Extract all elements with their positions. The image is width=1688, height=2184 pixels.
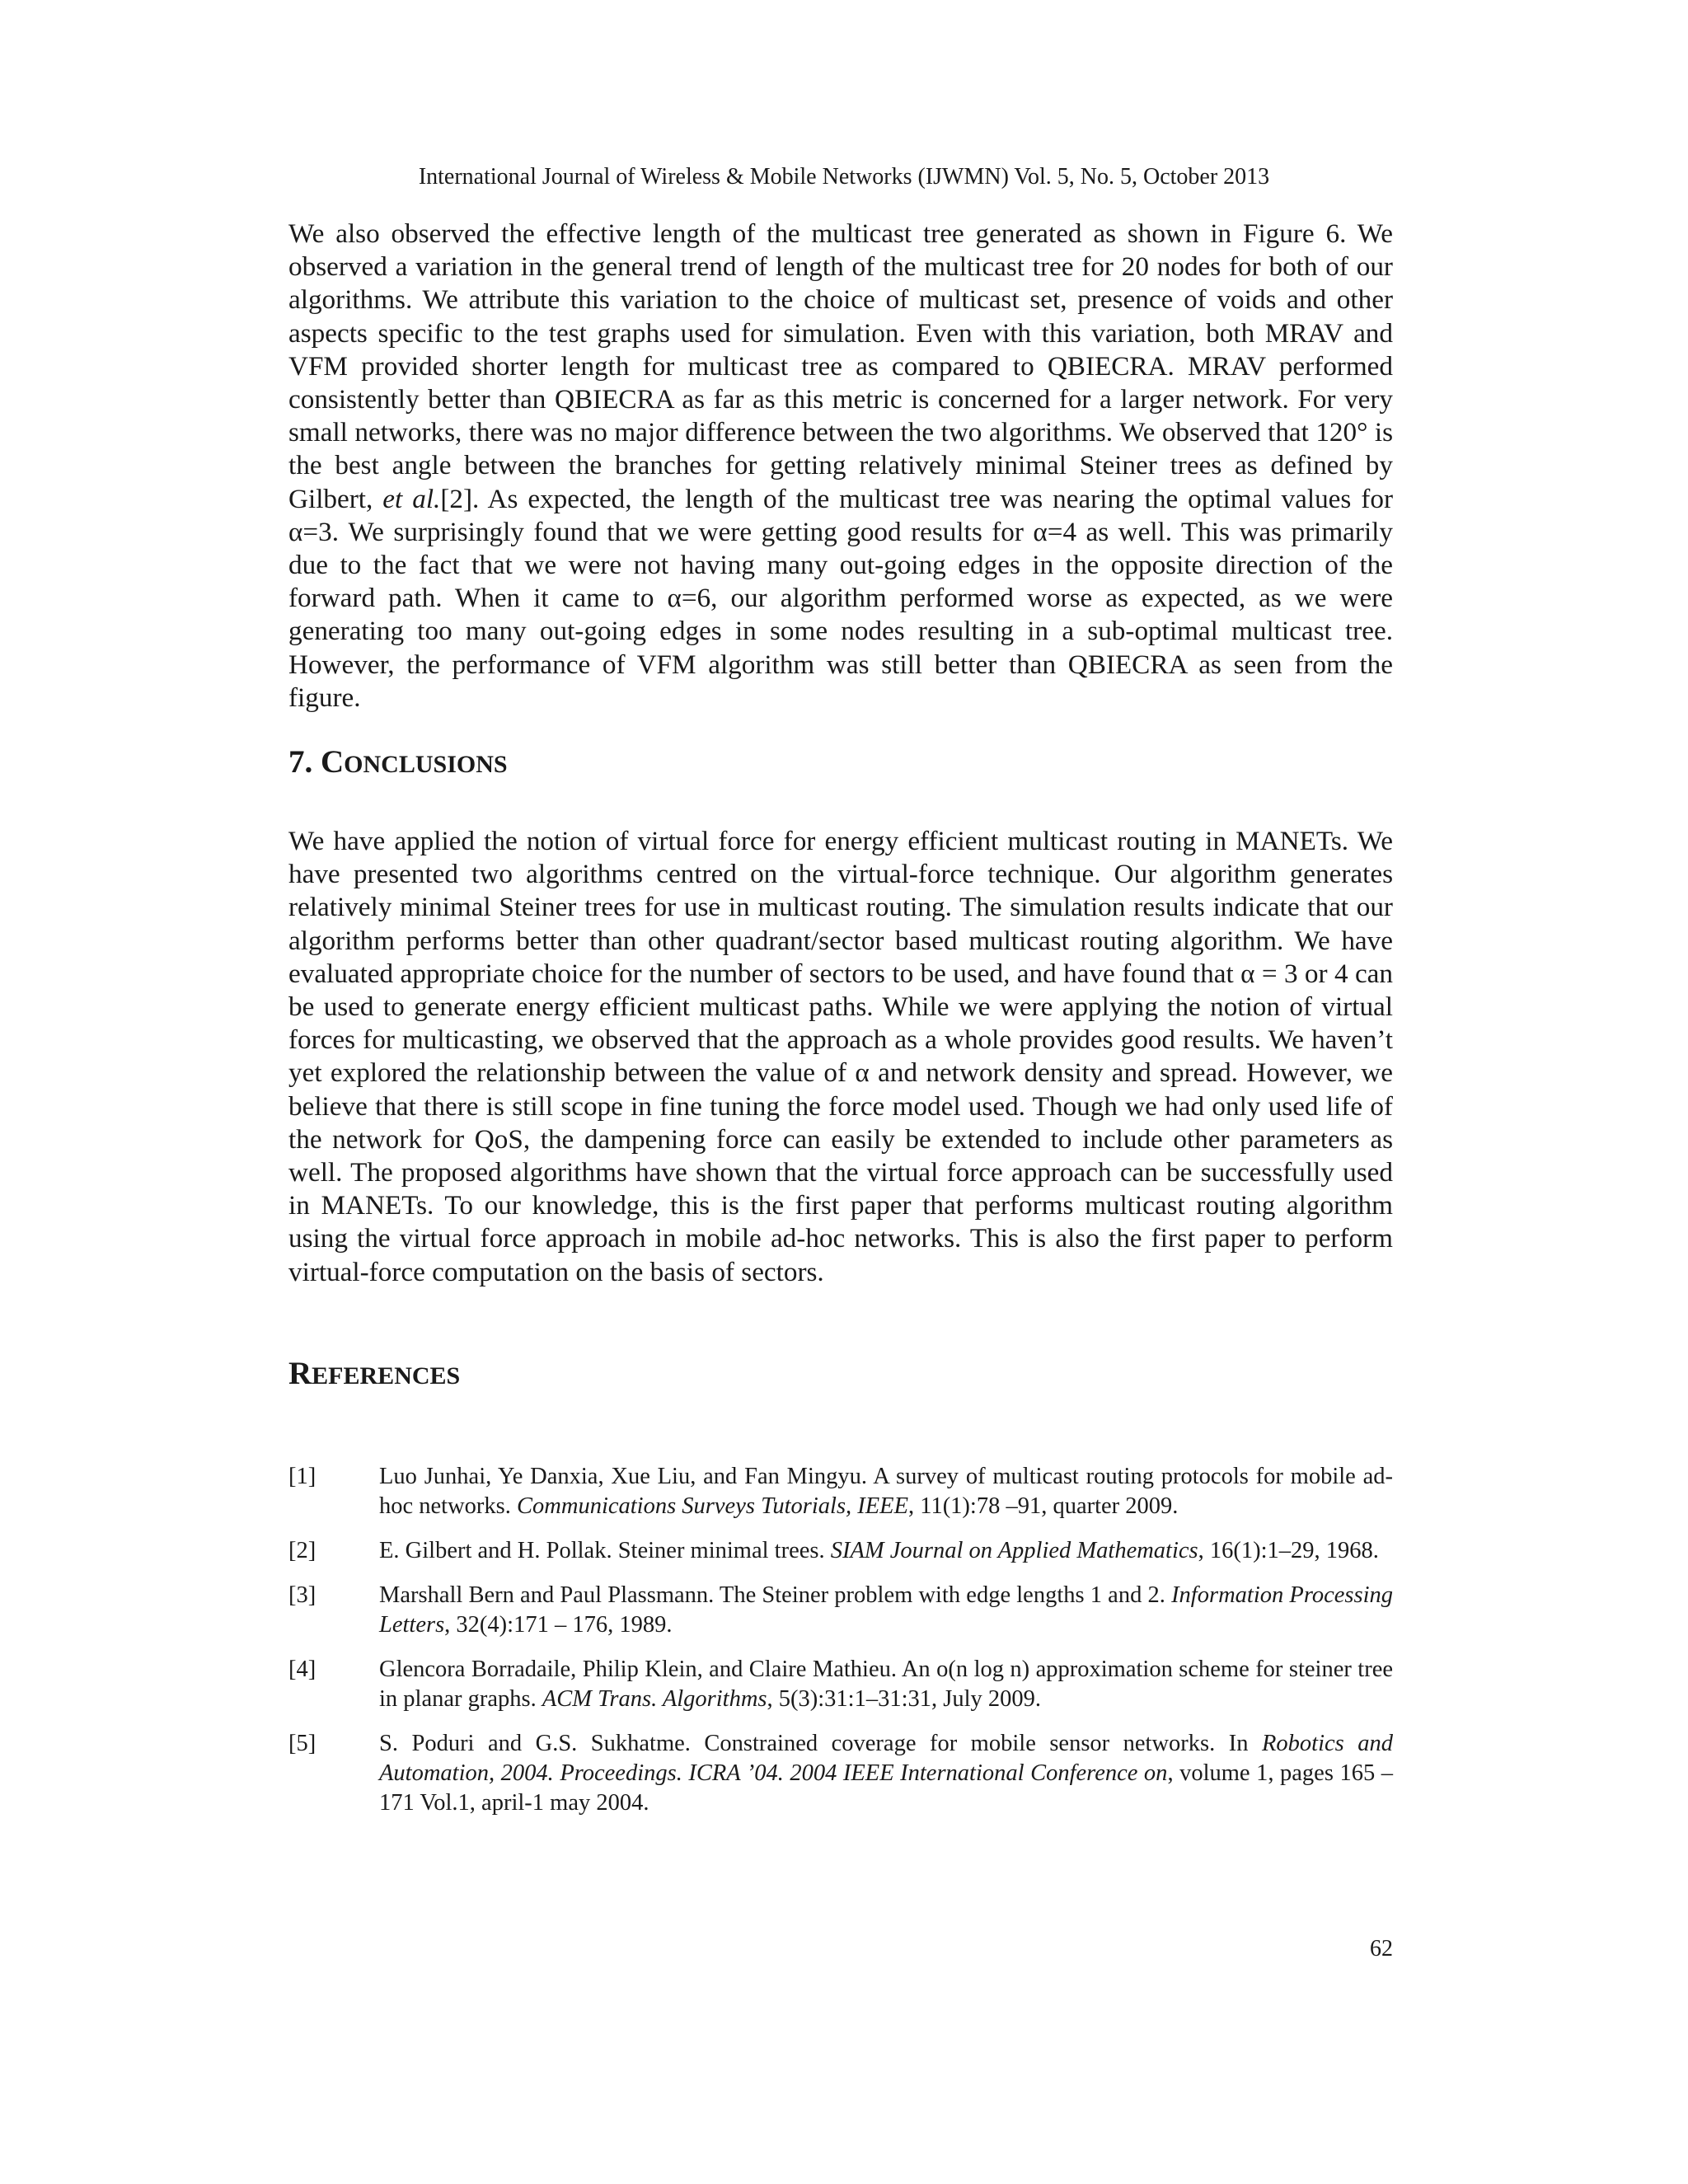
reference-details: , 11(1):78 –91, quarter 2009. (908, 1493, 1179, 1519)
results-paragraph (288, 218, 1393, 715)
reference-authors-title: Glencora Borradaile, Philip Klein, and Claire Mathieu. An o(n log n) approximation scheme for steiner tree in planar graphs. (379, 1657, 1393, 1712)
results-text-part2: [2]. As expected, the length of the multicast tree was nearing the optimal values for α=3. We surprisingly found that we were getting good results for α=4 as well. This was primarily due to the fact that we were not having many out-going edges in the opposite direction of the forward path. When it came to α=6, our algorithm performed worse as expected, as we were generating too many out-going edges in some nodes resulting in a sub-optimal multicast tree. However, the performance of VFM algorithm was still better than QBIECRA as seen from the figure. (288, 483, 1393, 713)
reference-details: , 16(1):1–29, 1968. (1198, 1538, 1379, 1563)
conclusions-paragraph: We have applied the notion of virtual force for energy efficient multicast routing in MANETs. We have presented two algorithms centred on the virtual-force technique. Our algorithm generates relatively minimal Steiner trees for use in multicast routing. The simulation results indicate that our algorithm performs better than other quadrant/sector based multicast routing algorithm. We have evaluated appropriate choice for the number of sectors to be used, and have found that α = 3 or 4 can be used to generate energy efficient multicast paths. While we were applying the notion of virtual forces for multicasting, we observed that the approach as a whole provides good results. We haven’t yet explored the relationship between the value of α and network density and spread. However, we believe that there is still scope in fine tuning the force model used. Though we had only used life of the network for QoS, the dampening force can easily be extended to include other parameters as well. The proposed algorithms have shown that the virtual force approach can be successfully used in MANETs. To our knowledge, this is the first paper that performs multicast routing algorithm using the virtual force approach in mobile ad-hoc networks. This is also the first paper to perform virtual-force computation on the basis of sectors. (288, 826, 1393, 1287)
heading-smallcaps: ONCLUSIONS (344, 751, 508, 778)
reference-item (288, 1536, 1393, 1566)
reference-venue: Communications Surveys Tutorials, IEEE (517, 1493, 908, 1519)
conclusions-heading (288, 744, 508, 783)
reference-text (379, 1729, 1393, 1818)
reference-venue: ACM Trans. Algorithms (542, 1686, 767, 1712)
et-al-italic: et al. (382, 483, 441, 514)
reference-venue: SIAM Journal on Applied Mathematics (830, 1538, 1198, 1563)
page-number: 62 (1370, 1936, 1393, 1961)
reference-number: [5] (288, 1731, 316, 1756)
reference-number: [1] (288, 1464, 316, 1489)
journal-running-header: International Journal of Wireless & Mobile Networks (IJWMN) Vol. 5, No. 5, October 2013 (418, 164, 1270, 190)
reference-item (288, 1729, 1393, 1818)
heading-initial: C (321, 744, 345, 780)
reference-details: , volume 1, pages 165 – 171 Vol.1, april-1 may 2004. (379, 1760, 1393, 1816)
reference-text (379, 1655, 1393, 1714)
reference-list (288, 1462, 1393, 1833)
reference-text (379, 1462, 1393, 1521)
reference-authors-title: S. Poduri and G.S. Sukhatme. Constrained coverage for mobile sensor networks. In (379, 1731, 1262, 1756)
reference-details: , 32(4):171 – 176, 1989. (444, 1612, 673, 1638)
heading-smallcaps: EFERENCES (312, 1362, 461, 1390)
reference-authors-title: Marshall Bern and Paul Plassmann. The Steiner problem with edge lengths 1 and 2. (379, 1582, 1172, 1608)
reference-item (288, 1581, 1393, 1640)
reference-venue: Robotics and Automation, 2004. Proceedings. ICRA ’04. 2004 IEEE International Conference on (379, 1731, 1393, 1786)
heading-initial: R (288, 1356, 312, 1391)
reference-item (288, 1655, 1393, 1714)
reference-item (288, 1462, 1393, 1521)
reference-details: , 5(3):31:1–31:31, July 2009. (767, 1686, 1042, 1712)
references-heading (288, 1356, 460, 1394)
reference-venue: Information Processing Letters (379, 1582, 1393, 1638)
reference-authors-title: Luo Junhai, Ye Danxia, Xue Liu, and Fan Mingyu. A survey of multicast routing protocols for mobile ad-hoc networks. (379, 1464, 1393, 1519)
reference-text (379, 1536, 1393, 1566)
reference-number: [4] (288, 1657, 316, 1682)
reference-text (379, 1581, 1393, 1640)
results-text-part1: We also observed the effective length of the multicast tree generated as shown in Figure 6. We observed a variation in the general trend of length of the multicast tree for 20 nodes for both of our algorithms. We attribute this variation to the choice of multicast set, presence of voids and other aspects specific to the test graphs used for simulation. Even with this variation, both MRAV and VFM provided shorter length for multicast tree as compared to QBIECRA. MRAV performed consistently better than QBIECRA as far as this metric is concerned for a larger network. For very small networks, there was no major difference between the two algorithms. We observed that 120° is the best angle between the branches for getting relatively minimal Steiner trees as defined by Gilbert, (288, 218, 1393, 514)
reference-authors-title: E. Gilbert and H. Pollak. Steiner minimal trees. (379, 1538, 831, 1563)
section-number: 7. (288, 744, 321, 780)
reference-number: [3] (288, 1582, 316, 1608)
reference-number: [2] (288, 1538, 316, 1563)
